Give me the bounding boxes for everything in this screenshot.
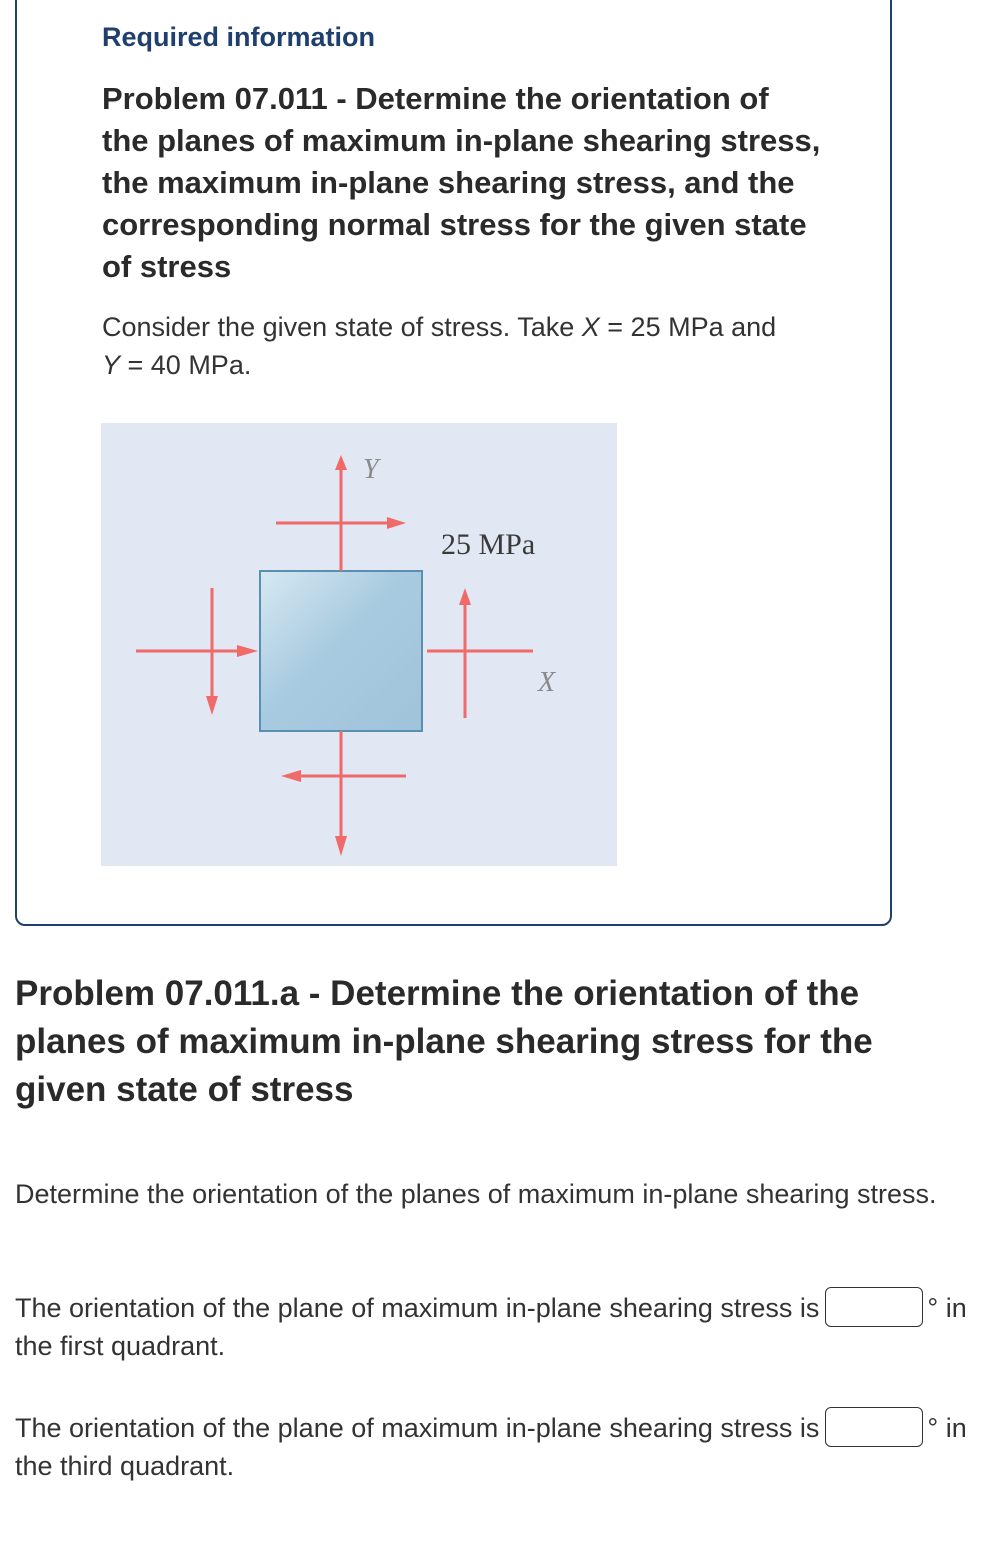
y-symbol: Y	[102, 350, 121, 380]
part-a-title: Problem 07.011.a - Determine the orientation of the planes of maximum in-plane shearing stress for the given state of stress	[15, 974, 873, 1109]
bottom-shear-arrowhead	[281, 770, 301, 782]
stress-magnitude-label: 25 MPa	[441, 528, 536, 561]
answer-2-suffix: ° in the third quadrant.	[15, 1413, 967, 1481]
answer-input-third-quadrant[interactable]	[825, 1407, 923, 1447]
top-shear-arrowhead	[387, 517, 406, 529]
stress-element-figure	[101, 423, 617, 866]
x-axis-label: X	[538, 667, 556, 698]
x-symbol: X	[581, 312, 600, 342]
bottom-normal-arrowhead	[335, 836, 347, 856]
stress-element-square	[260, 571, 422, 731]
left-normal-arrowhead	[237, 645, 258, 657]
right-shear-arrowhead	[459, 588, 471, 605]
required-information-heading: Required information	[102, 22, 376, 52]
part-a-prompt: Determine the orientation of the planes of maximum in-plane shearing stress.	[15, 1179, 937, 1209]
left-shear-arrowhead	[206, 696, 218, 715]
problem-title: Problem 07.011 - Determine the orientation of the planes of maximum in-plane shearing stress, the maximum in-plane shearing stress, and the corresponding normal stress for the given state of stress	[102, 81, 821, 284]
answer-1-suffix: ° in the first quadrant.	[15, 1293, 967, 1361]
y-axis-arrowhead	[335, 455, 347, 470]
answer-1-text: The orientation of the plane of maximum in-plane shearing stress is	[15, 1293, 820, 1323]
context-intro: Consider the given state of stress. Take	[102, 312, 582, 342]
y-value: = 40 MPa.	[120, 350, 252, 380]
x-value: = 25 MPa and	[599, 312, 777, 342]
y-axis-label: Y	[363, 454, 379, 485]
answer-row-first-quadrant	[15, 1289, 975, 1365]
answer-2-text: The orientation of the plane of maximum in-plane shearing stress is	[15, 1413, 820, 1443]
problem-context	[102, 308, 782, 384]
answer-row-third-quadrant	[15, 1409, 975, 1485]
stress-element-diagram	[101, 423, 617, 866]
answer-input-first-quadrant[interactable]	[825, 1287, 923, 1327]
